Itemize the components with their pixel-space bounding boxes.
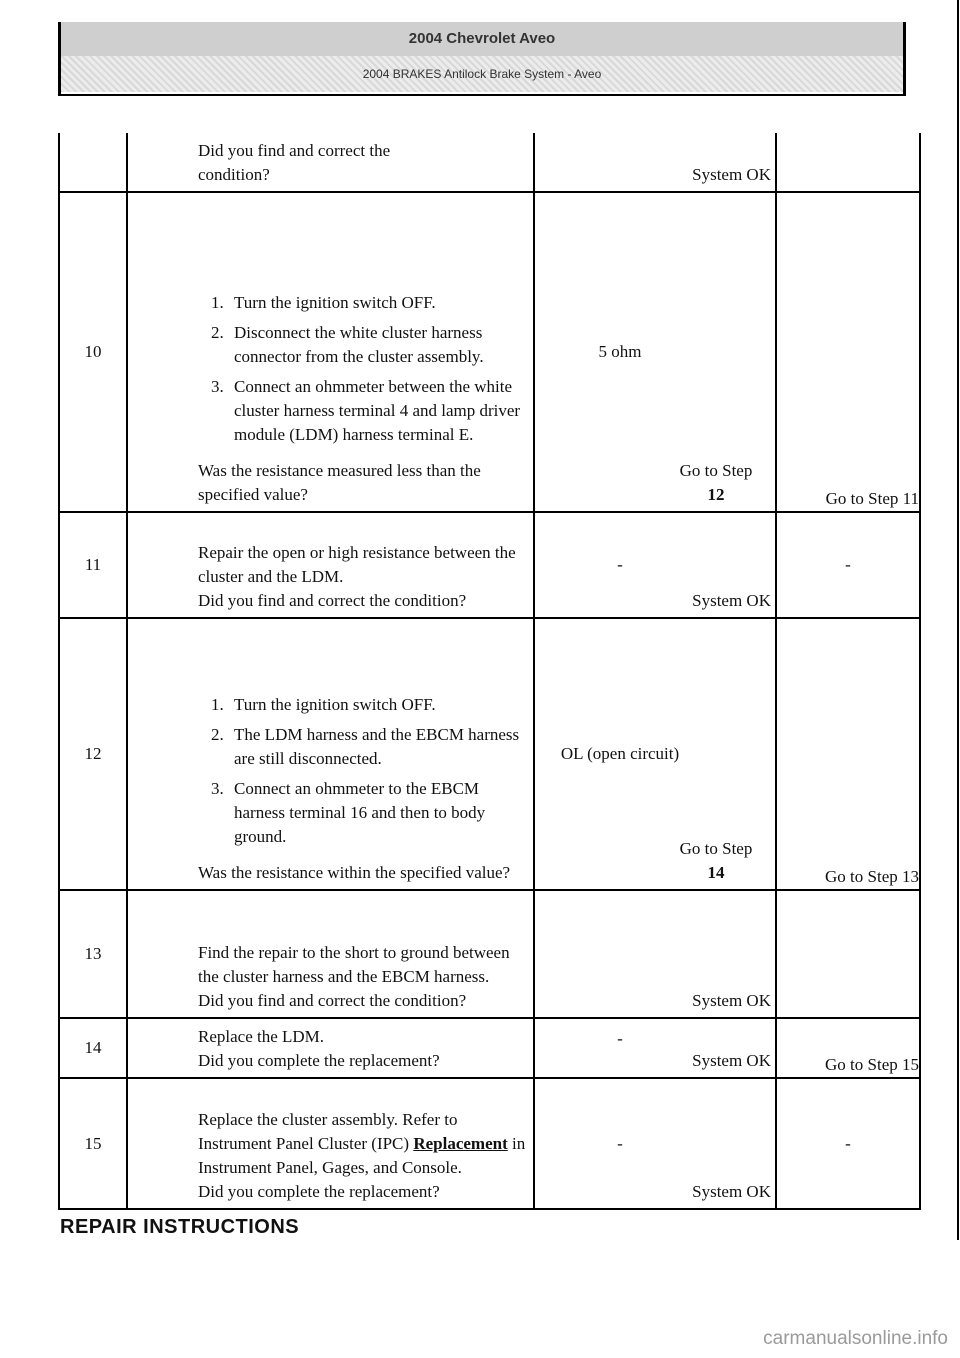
procedure-step: 3. Connect an ohmmeter between the white cluster harness terminal 4 and lamp driver module (LDM) harness terminal E. <box>228 375 527 447</box>
action-cell <box>127 1078 534 1209</box>
value-yes-cell <box>534 192 776 512</box>
no-cell <box>776 133 920 192</box>
replacement-link[interactable]: Replacement <box>413 1134 508 1153</box>
no-result: - <box>776 512 920 618</box>
step-number: 11 <box>59 512 127 618</box>
action-post-text: in Instrument Panel, Gages, and Console. <box>198 1134 526 1177</box>
yes-result: System OK <box>692 991 771 1010</box>
specified-value: 5 ohm <box>598 342 642 361</box>
step-number: 15 <box>59 1078 127 1209</box>
question-text: Did you complete the replacement? <box>198 1182 440 1201</box>
action-pre-text: Replace the cluster assembly. Refer to Instrument Panel Cluster (IPC) <box>198 1110 458 1153</box>
yes-goto-step: 12 <box>707 485 725 504</box>
yes-result <box>661 837 771 885</box>
yes-goto-label: Go to Step <box>679 839 753 858</box>
diagnostic-table <box>58 133 921 1210</box>
table-row <box>59 512 920 618</box>
section-heading: REPAIR INSTRUCTIONS <box>60 1216 300 1238</box>
specified-value: - <box>617 1029 623 1049</box>
section-subtitle: 2004 BRAKES Antilock Brake System - Aveo <box>61 56 903 92</box>
specified-value: OL (open circuit) <box>560 744 680 763</box>
action-cell <box>127 512 534 618</box>
header-rule <box>58 94 906 96</box>
step-number: 12 <box>59 618 127 890</box>
procedure-list <box>180 693 527 849</box>
action-cell <box>127 618 534 890</box>
specified-value: - <box>617 555 623 574</box>
value-yes-cell <box>534 133 776 192</box>
yes-goto-label: Go to Step <box>679 461 753 480</box>
question-text: Did you find and correct the condition? <box>198 991 467 1010</box>
question-text: Did you find and correct the condition? <box>198 591 467 610</box>
table-row <box>59 890 920 1018</box>
no-cell <box>776 890 920 1018</box>
no-result: Go to Step 13 <box>776 618 920 890</box>
table-row <box>59 1078 920 1209</box>
value-yes-cell <box>534 890 776 1018</box>
step-number: 10 <box>59 192 127 512</box>
procedure-step: 1. Turn the ignition switch OFF. <box>228 291 527 315</box>
yes-result <box>661 459 771 507</box>
action-text: Find the repair to the short to ground between the cluster harness and the EBCM harness. <box>198 943 510 986</box>
yes-result: System OK <box>692 1051 771 1070</box>
action-text: Repair the open or high resistance between the cluster and the LDM. <box>198 543 516 586</box>
action-cell <box>127 192 534 512</box>
value-yes-cell <box>534 512 776 618</box>
right-margin-bar <box>957 0 959 1240</box>
procedure-list <box>180 291 527 447</box>
value-yes-cell <box>534 1078 776 1209</box>
no-result: Go to Step 15 <box>776 1018 920 1078</box>
table-row <box>59 1018 920 1078</box>
action-line: Did you find and correct the <box>198 141 391 160</box>
watermark: carmanualsonline.info <box>763 1328 948 1349</box>
question-text: Did you complete the replacement? <box>198 1051 440 1070</box>
action-cell <box>127 1018 534 1078</box>
vehicle-title: 2004 Chevrolet Aveo <box>61 22 903 56</box>
yes-result: System OK <box>692 1182 771 1201</box>
action-text: Replace the LDM. <box>198 1027 325 1046</box>
question-text: Was the resistance within the specified value? <box>198 863 511 882</box>
procedure-step: 2. Disconnect the white cluster harness connector from the cluster assembly. <box>228 321 527 369</box>
action-text <box>198 1108 527 1180</box>
step-number: 13 <box>59 890 127 1018</box>
step-number: 14 <box>59 1018 127 1078</box>
procedure-step: 1. Turn the ignition switch OFF. <box>228 693 527 717</box>
table-row <box>59 618 920 890</box>
table-row <box>59 192 920 512</box>
action-cell <box>127 890 534 1018</box>
specified-value: - <box>617 1133 623 1153</box>
value-yes-cell <box>534 618 776 890</box>
yes-result: System OK <box>692 165 771 184</box>
table-row <box>59 133 920 192</box>
no-result: - <box>776 1078 920 1209</box>
page-header <box>58 22 906 96</box>
action-line: condition? <box>198 165 270 184</box>
procedure-step: 2. The LDM harness and the EBCM harness are still disconnected. <box>228 723 527 771</box>
action-cell <box>127 133 534 192</box>
question-text: Was the resistance measured less than the specified value? <box>198 461 481 504</box>
yes-result: System OK <box>692 591 771 610</box>
procedure-step: 3. Connect an ohmmeter to the EBCM harness terminal 16 and then to body ground. <box>228 777 527 849</box>
no-result: Go to Step 11 <box>776 192 920 512</box>
yes-goto-step: 14 <box>707 863 725 882</box>
value-yes-cell <box>534 1018 776 1078</box>
step-number <box>59 133 127 192</box>
